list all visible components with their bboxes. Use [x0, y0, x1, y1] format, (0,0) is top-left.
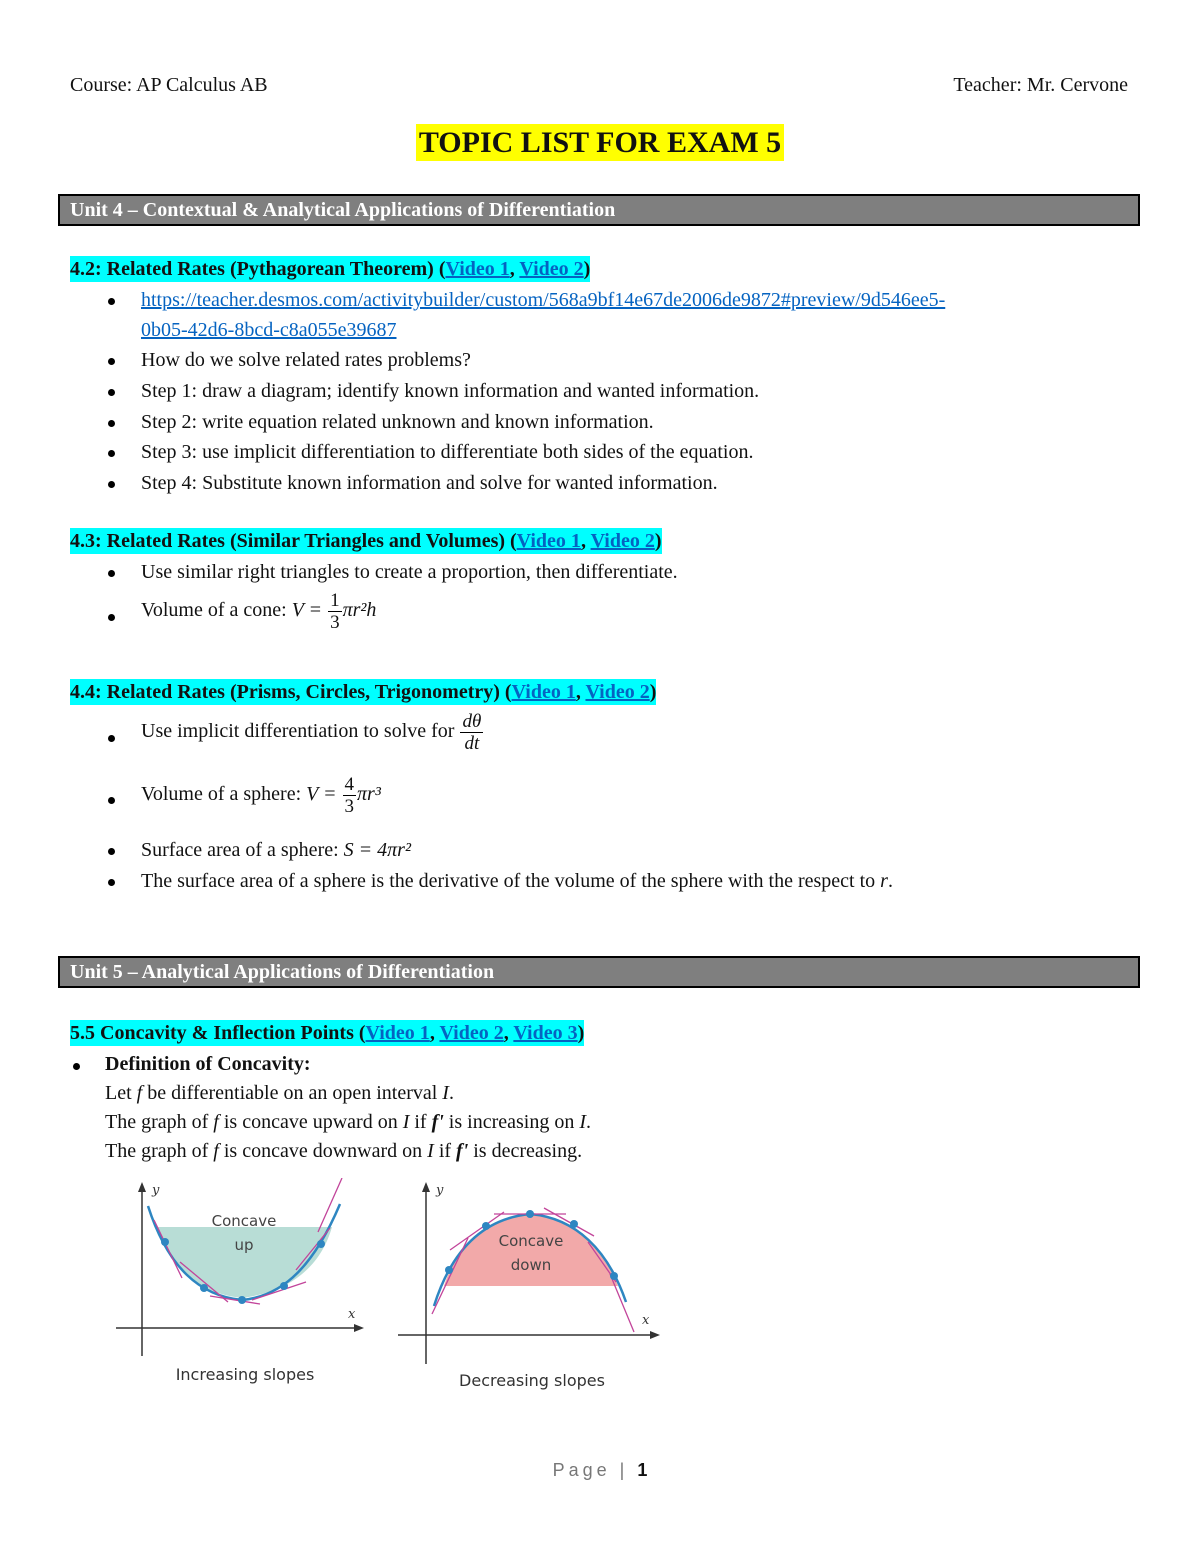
bullet-text: Step 1: draw a diagram; identify known information and wanted information.	[141, 380, 760, 402]
bullet-icon	[108, 879, 115, 886]
section-4-2-title: 4.2: Related Rates (Pythagorean Theorem) (Video 1, Video 2)	[70, 258, 591, 280]
definition-line-2: The graph of f is concave upward on I if f' is increasing on I.	[105, 1111, 591, 1133]
video3-link[interactable]: Video 3	[513, 1022, 578, 1044]
bullet-icon	[108, 481, 115, 488]
bullet-icon	[108, 298, 115, 305]
y-axis-label: y	[436, 1183, 444, 1198]
unit5-header-bar: Unit 5 – Analytical Applications of Differentiation	[58, 956, 1140, 988]
bullet-text: Use similar right triangles to create a proportion, then differentiate.	[141, 561, 678, 583]
section-4-4-title: 4.4: Related Rates (Prisms, Circles, Trigonometry) (Video 1, Video 2)	[70, 681, 657, 703]
concave-down-figure	[394, 1178, 670, 1404]
definition-line-3: The graph of f is concave downward on I if f' is decreasing.	[105, 1140, 583, 1162]
concave-down-label-bottom: down	[510, 1256, 552, 1274]
desmos-link[interactable]: https://teacher.desmos.com/activitybuilder/custom/568a9bf14e67de2006de9872#preview/9d546ee5-	[141, 289, 946, 311]
video1-link[interactable]: Video 1	[445, 258, 510, 280]
bullet-text: Step 4: Substitute known information and solve for wanted information.	[141, 472, 718, 494]
bullet-icon	[108, 389, 115, 396]
bullet-text: The surface area of a sphere is the derivative of the volume of the sphere with the respect to r.	[141, 870, 893, 892]
unit4-header-bar: Unit 4 – Contextual & Analytical Applications of Differentiation	[58, 194, 1140, 226]
desmos-link-cont[interactable]: 0b05-42d6-8bcd-c8a055e39687	[141, 319, 397, 341]
teacher-label: Teacher: Mr. Cervone	[953, 74, 1128, 96]
definition-heading: Definition of Concavity:	[105, 1053, 311, 1075]
bullet-icon	[108, 735, 115, 742]
bullet-icon	[108, 570, 115, 577]
video2-link[interactable]: Video 2	[585, 681, 650, 703]
course-label: Course: AP Calculus AB	[70, 74, 268, 96]
bullet-icon	[108, 848, 115, 855]
bullet-icon	[73, 1063, 80, 1070]
bullet-text: Step 3: use implicit differentiation to differentiate both sides of the equation.	[141, 441, 754, 463]
concave-up-label-bottom: up	[234, 1236, 254, 1254]
bullet-icon	[108, 420, 115, 427]
bullet-text: How do we solve related rates problems?	[141, 349, 471, 371]
video1-link[interactable]: Video 1	[511, 681, 576, 703]
bullet-text: Step 2: write equation related unknown and known information.	[141, 411, 654, 433]
concave-up-figure	[110, 1178, 372, 1398]
caption-decreasing-slopes: Decreasing slopes	[459, 1371, 605, 1390]
bullet-icon	[108, 450, 115, 457]
surface-area-formula: Surface area of a sphere: S = 4πr²	[141, 839, 411, 861]
page-number: Page | 1	[552, 1460, 648, 1480]
cone-volume-formula: Volume of a cone: V = $\frac{1}{3}$ πr²h	[141, 590, 377, 633]
y-axis-label: y	[152, 1183, 160, 1198]
dtheta-dt-formula: Use implicit differentiation to solve for $\frac{d\theta}{dt}$	[141, 711, 482, 754]
video2-link[interactable]: Video 2	[519, 258, 584, 280]
video1-link[interactable]: Video 1	[516, 530, 581, 552]
concave-up-label-top: Concave	[211, 1212, 277, 1230]
x-axis-label: x	[642, 1313, 650, 1328]
bullet-icon	[108, 614, 115, 621]
section-4-3-title: 4.3: Related Rates (Similar Triangles and Volumes) (Video 1, Video 2)	[70, 530, 662, 552]
video1-link[interactable]: Video 1	[365, 1022, 430, 1044]
page-title: TOPIC LIST FOR EXAM 5	[0, 126, 1200, 160]
video2-link[interactable]: Video 2	[439, 1022, 504, 1044]
bullet-icon	[108, 358, 115, 365]
x-axis-label: x	[348, 1307, 356, 1322]
concave-down-label-top: Concave	[498, 1232, 564, 1250]
sphere-volume-formula: Volume of a sphere: V = $\frac{4}{3}$ πr³	[141, 774, 381, 817]
video2-link[interactable]: Video 2	[590, 530, 655, 552]
section-5-5-title: 5.5 Concavity & Inflection Points (Video 1, Video 2, Video 3)	[70, 1022, 585, 1044]
bullet-icon	[108, 797, 115, 804]
definition-line-1: Let f be differentiable on an open interval I.	[105, 1082, 454, 1104]
caption-increasing-slopes: Increasing slopes	[175, 1365, 315, 1384]
